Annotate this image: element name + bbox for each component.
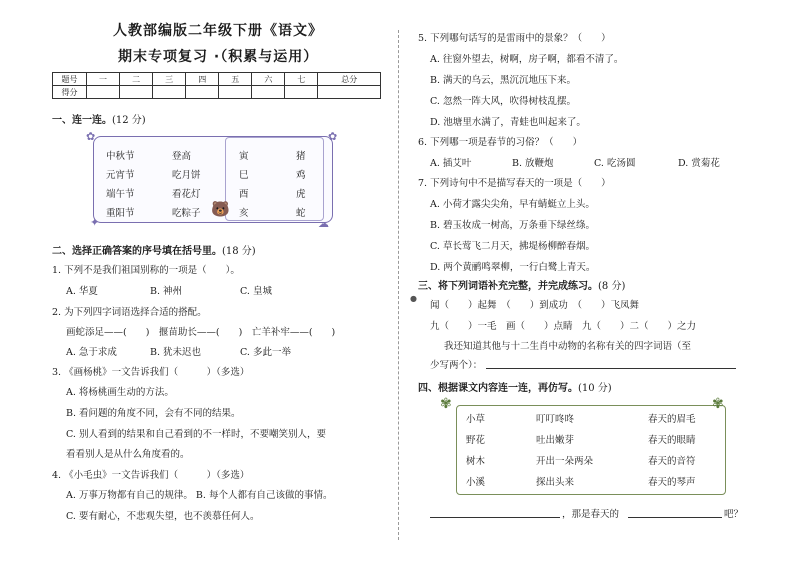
score-table xyxy=(52,72,381,99)
q6-option[interactable]: B. 放鞭炮 xyxy=(512,158,554,169)
animal-item: 猪 xyxy=(296,151,306,162)
q3-option[interactable]: A. 将杨桃画生动的方法。 xyxy=(66,387,174,398)
festival-item: 元宵节 xyxy=(106,170,135,181)
spring-subject: 小溪 xyxy=(466,477,486,488)
score-input[interactable] xyxy=(219,86,252,99)
score-cell: 四 xyxy=(186,73,219,86)
question-7: 7. 下列诗句中不是描写春天的一项是（ ） xyxy=(418,178,611,189)
custom-item: 吃月饼 xyxy=(172,170,201,181)
festival-item: 重阳节 xyxy=(106,208,135,219)
section3-points: (8 分) xyxy=(598,281,626,292)
custom-item: 登高 xyxy=(172,151,192,162)
section1-title: 一、连一连。 xyxy=(52,115,112,126)
spring-subject: 树木 xyxy=(466,456,486,467)
score-input[interactable] xyxy=(318,86,381,99)
column-divider xyxy=(398,30,399,540)
section2-title: 二、选择正确答案的序号填在括号里。 xyxy=(52,246,222,257)
score-input[interactable] xyxy=(285,86,318,99)
score-input[interactable] xyxy=(120,86,153,99)
imitation-blank-1[interactable] xyxy=(430,517,560,518)
q1-option[interactable]: A. 华夏 xyxy=(66,286,98,297)
q5-option[interactable]: C. 忽然一阵大风，吹得树枝乱摆。 xyxy=(430,96,576,107)
score-cell: 总分 xyxy=(318,73,381,86)
score-input[interactable] xyxy=(87,86,120,99)
custom-item: 吃粽子 xyxy=(172,208,201,219)
animal-item: 鸡 xyxy=(296,170,306,181)
animal-item: 蛇 xyxy=(296,208,306,219)
section4-title: 四、根据课文内容连一连，再仿写。 xyxy=(418,383,578,394)
question-3: 3. 《画杨桃》一文告诉我们（ ）（多选） xyxy=(52,367,250,378)
question-5: 5. 下列哪句话写的是雷雨中的景象？（ ） xyxy=(418,33,611,44)
question-6: 6. 下列哪一项是春节的习俗？（ ） xyxy=(418,137,583,148)
score-header-row xyxy=(53,73,381,86)
spring-action: 叮叮咚咚 xyxy=(536,414,575,425)
score-cell: 三 xyxy=(153,73,186,86)
spring-metaphor: 春天的音符 xyxy=(648,456,696,467)
dot-icon: ● xyxy=(410,294,417,303)
branch-item: 寅 xyxy=(239,151,249,162)
q3-option[interactable]: B. 看问题的角度不同，会有不同的结果。 xyxy=(66,408,241,419)
branch-item: 巳 xyxy=(239,170,249,181)
score-cell: 七 xyxy=(285,73,318,86)
animal-item: 虎 xyxy=(296,189,306,200)
q4-option[interactable]: C. 要有耐心，不悲观失望，也不羡慕任何人。 xyxy=(66,511,260,522)
q5-option[interactable]: B. 满天的乌云，黑沉沉地压下来。 xyxy=(430,75,577,86)
q7-option[interactable]: C. 草长莺飞二月天，拂堤杨柳醉春烟。 xyxy=(430,241,595,252)
festival-item: 端午节 xyxy=(106,189,135,200)
q1-option[interactable]: C. 皇城 xyxy=(240,286,272,297)
page-subtitle: 期末专项复习 ·（积累与运用） xyxy=(118,49,319,65)
idiom-instruction: 我还知道其他与十二生肖中动物的名称有关的四字词语（至 xyxy=(444,341,692,352)
q7-option[interactable]: D. 两个黄鹂鸣翠柳，一行白鹭上青天。 xyxy=(430,262,596,273)
star-icon: ✦ xyxy=(90,216,100,229)
section4-heading xyxy=(418,379,612,394)
leaf-icon: ✾ xyxy=(440,396,452,412)
section2-heading xyxy=(52,242,256,257)
idiom-instruction-cont: 少写两个）： xyxy=(430,360,483,371)
q1-option[interactable]: B. 神州 xyxy=(150,286,183,297)
q3-option[interactable]: C. 别人看到的结果和自己看到的不一样时，不要嘲笑别人，要 xyxy=(66,429,326,440)
q5-option[interactable]: A. 往窗外望去，树啊，房子啊，都看不清了。 xyxy=(430,54,624,65)
score-cell: 题号 xyxy=(53,73,87,86)
score-cell: 一 xyxy=(87,73,120,86)
q6-option[interactable]: A. 插艾叶 xyxy=(430,158,472,169)
q5-option[interactable]: D. 池塘里水满了，青蛙也叫起来了。 xyxy=(430,117,586,128)
spring-metaphor: 春天的眼睛 xyxy=(648,435,696,446)
flower-icon: ✿ xyxy=(86,130,96,143)
answer-line[interactable] xyxy=(486,368,736,369)
q7-option[interactable]: A. 小荷才露尖尖角，早有蜻蜓立上头。 xyxy=(430,199,595,210)
festival-item: 中秋节 xyxy=(106,151,135,162)
q6-option[interactable]: C. 吃汤圆 xyxy=(594,158,636,169)
branch-item: 亥 xyxy=(239,208,249,219)
question-4: 4. 《小毛虫》一文告诉我们（ ）（多选） xyxy=(52,470,250,481)
q3-option-cont: 看看别人是从什么角度看的。 xyxy=(66,449,190,460)
imitation-text: ，那是春天的 xyxy=(562,509,620,520)
score-cell: 六 xyxy=(252,73,285,86)
imitation-blank-2[interactable] xyxy=(628,517,722,518)
q2-pairing-line: 画蛇添足——( ) 揠苗助长——( ) 亡羊补牢——( ) xyxy=(66,327,336,338)
section1-points: (12 分) xyxy=(112,115,146,126)
score-input[interactable] xyxy=(186,86,219,99)
section1-heading xyxy=(52,111,146,126)
q6-option[interactable]: D. 赏菊花 xyxy=(678,158,720,169)
score-value-row xyxy=(53,86,381,99)
flower-icon: ✿ xyxy=(328,130,338,143)
section3-heading xyxy=(418,277,625,292)
section2-points: (18 分) xyxy=(222,246,256,257)
idiom-line-2[interactable]: 九（ ）一毛 画（ ）点睛 九（ ）二（ ）之力 xyxy=(430,321,697,332)
leaf-icon: ✾ xyxy=(712,396,724,412)
custom-item: 看花灯 xyxy=(172,189,201,200)
question-2: 2. 为下列四字词语选择合适的搭配。 xyxy=(52,307,207,318)
branch-item: 酉 xyxy=(239,189,249,200)
bear-icon: 🐻 xyxy=(211,200,230,218)
score-input[interactable] xyxy=(153,86,186,99)
page-title: 人教部编版二年级下册《语文》 xyxy=(113,23,323,39)
spring-action: 开出一朵两朵 xyxy=(536,456,594,467)
q2-option[interactable]: B. 犹未迟也 xyxy=(150,347,202,358)
section3-title: 三、将下列词语补充完整，并完成练习。 xyxy=(418,281,598,292)
score-cell: 五 xyxy=(219,73,252,86)
score-input[interactable] xyxy=(252,86,285,99)
q2-option[interactable]: A. 急于求成 xyxy=(66,347,117,358)
q4-option[interactable]: A. 万事万物都有自己的规律。 B. 每个人都有自己该做的事情。 xyxy=(66,490,333,501)
spring-metaphor: 春天的眉毛 xyxy=(648,414,696,425)
imitation-end: 吧？ xyxy=(724,509,744,520)
spring-metaphor: 春天的琴声 xyxy=(648,477,696,488)
cloud-icon: ☁ xyxy=(318,217,329,230)
section4-points: (10 分) xyxy=(578,383,612,394)
spring-action: 吐出嫩芽 xyxy=(536,435,575,446)
idiom-line-1[interactable]: 闻（ ）起舞 （ ）到成功 （ ）飞凤舞 xyxy=(430,300,640,311)
q7-option[interactable]: B. 碧玉妆成一树高，万条垂下绿丝绦。 xyxy=(430,220,596,231)
question-1: 1. 下列不是我们祖国别称的一项是（ ）。 xyxy=(52,265,240,276)
spring-action: 探出头来 xyxy=(536,477,575,488)
score-cell: 二 xyxy=(120,73,153,86)
q2-option[interactable]: C. 多此一举 xyxy=(240,347,291,358)
score-label: 得分 xyxy=(53,86,87,99)
spring-subject: 小草 xyxy=(466,414,486,425)
spring-subject: 野花 xyxy=(466,435,486,446)
